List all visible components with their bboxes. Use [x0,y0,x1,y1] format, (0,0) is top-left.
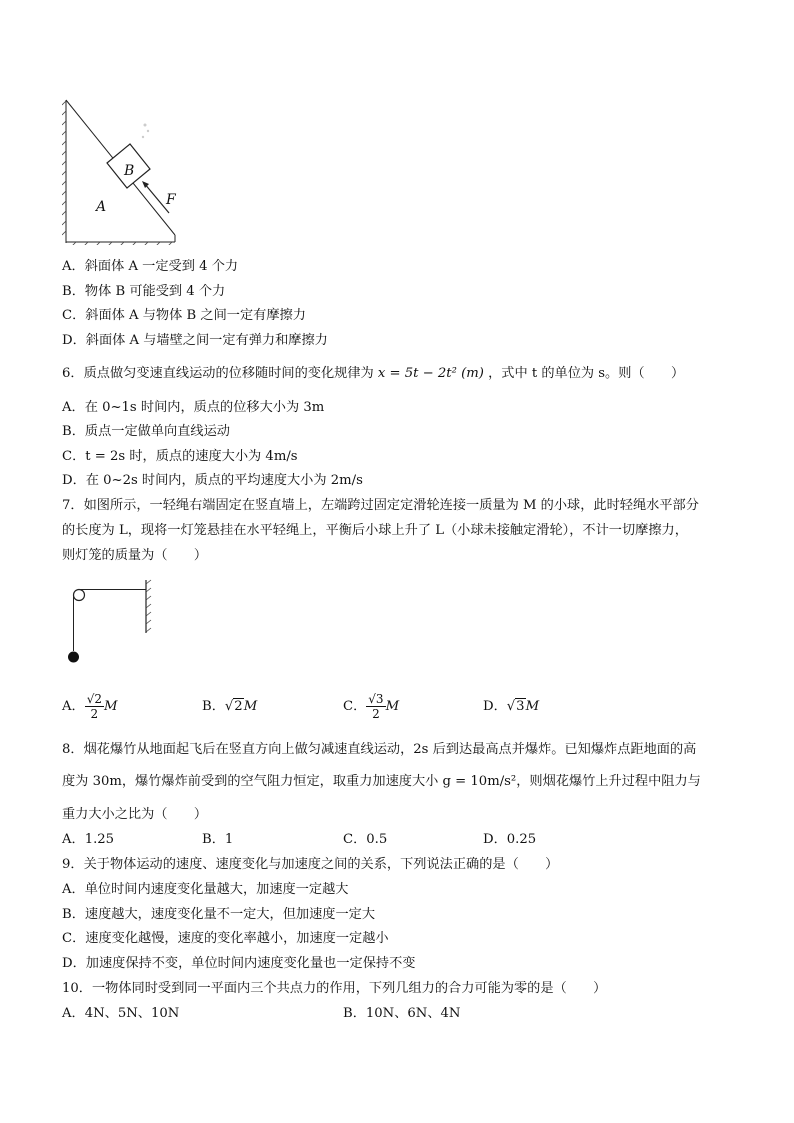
q9-option-d: D．加速度保持不变，单位时间内速度变化量也一定保持不变 [62,956,416,971]
q7-option-c-frac [366,692,385,721]
q8-option-a: A．1.25 [62,832,115,847]
q7-option-b [202,697,257,717]
q10-stem: 10．一物体同时受到同一平面内三个共点力的作用，下列几组力的合力可能为零的是（ ） [62,981,607,996]
q6-formula: x = 5t − 2t² (m) [377,366,484,381]
q7-stem-line-3: 则灯笼的质量为（ ） [62,548,208,563]
q7-option-a-frac [85,692,104,721]
q8-option-b: B．1 [202,832,234,847]
q6-option-d: D．在 0~2s 时间内，质点的平均速度大小为 2m/s [62,473,363,488]
q6-stem [62,364,684,384]
q7-option-c-label: C． [343,699,367,714]
q6-option-a: A．在 0~1s 时间内，质点的位移大小为 3m [62,400,325,415]
figure-pulley-wall [62,578,157,668]
q8-stem-line-1: 8．烟花爆竹从地面起飞后在竖直方向上做匀减速直线运动，2s 后到达最高点并爆炸。已知爆炸点距地面的高 [62,742,697,757]
q7-option-d [483,697,539,717]
q6-stem-a: 6．质点做匀变速直线运动的位移随时间的变化规律为 [62,366,374,381]
q9-option-c: C．速度变化越慢，速度的变化率越小，加速度一定越小 [62,931,389,946]
q5-option-d: D．斜面体 A 与墙壁之间一定有弹力和摩擦力 [62,333,328,348]
q6-stem-b: ，式中 t 的单位为 s。则（ ） [488,366,685,381]
q7-option-b-sqrt: √2 [224,699,243,714]
q7-stem-line-2: 的长度为 L，现将一灯笼悬挂在水平轻绳上，平衡后小球上升了 L（小球未接触定滑轮），不计一切摩擦力， [62,523,688,538]
q7-option-a-num: √2 [86,692,102,706]
q7-option-d-label: D． [483,699,507,714]
q7-option-b-rad: 2 [234,699,243,714]
q7-option-a-m: M [104,699,118,714]
q10-option-a: A．4N、5N、10N [62,1006,180,1021]
q5-option-c: C．斜面体 A 与物体 B 之间一定有摩擦力 [62,308,306,323]
label-B: B [124,163,135,179]
label-F: F [166,192,176,208]
label-A: A [96,199,107,215]
q6-option-c: C．t = 2s 时，质点的速度大小为 4m/s [62,449,298,464]
q8-option-c: C．0.5 [343,832,388,847]
q7-option-c-m: M [385,699,400,714]
q7-option-a-label: A． [62,699,85,714]
q7-option-a [62,692,118,722]
q7-option-d-rad: 3 [516,699,525,714]
q7-option-a-den: 2 [90,707,99,721]
q8-stem-line-2: 度为 30m，爆竹爆炸前受到的空气阻力恒定，取重力加速度大小 g = 10m/s²，则烟花爆竹上升过程中阻力与 [62,774,701,789]
q7-stem-line-1: 7．如图所示，一轻绳右端固定在竖直墙上，左端跨过固定定滑轮连接一质量为 M 的小球，此时轻绳水平部分 [62,498,699,513]
q7-option-c-den: 2 [372,707,380,721]
q9-stem: 9．关于物体运动的速度、速度变化与加速度之间的关系，下列说法正确的是（ ） [62,857,559,872]
q9-option-b: B．速度越大，速度变化量不一定大，但加速度一定大 [62,907,376,922]
q7-option-d-m: M [525,699,540,714]
q7-option-c-num: √3 [368,692,384,706]
q7-option-d-sqrt: √3 [506,699,525,714]
q10-option-b: B．10N、6N、4N [343,1006,461,1021]
q7-option-c [343,692,399,722]
q5-option-a: A．斜面体 A 一定受到 4 个力 [62,259,239,274]
q6-option-b: B．质点一定做单向直线运动 [62,424,230,439]
q8-option-d: D．0.25 [483,832,537,847]
q8-stem-line-3: 重力大小之比为（ ） [62,807,208,822]
q9-option-a: A．单位时间内速度变化量越大，加速度一定越大 [62,882,349,897]
q7-option-b-label: B． [202,699,225,714]
q5-option-b: B．物体 B 可能受到 4 个力 [62,284,226,299]
q7-option-b-m: M [243,699,258,714]
